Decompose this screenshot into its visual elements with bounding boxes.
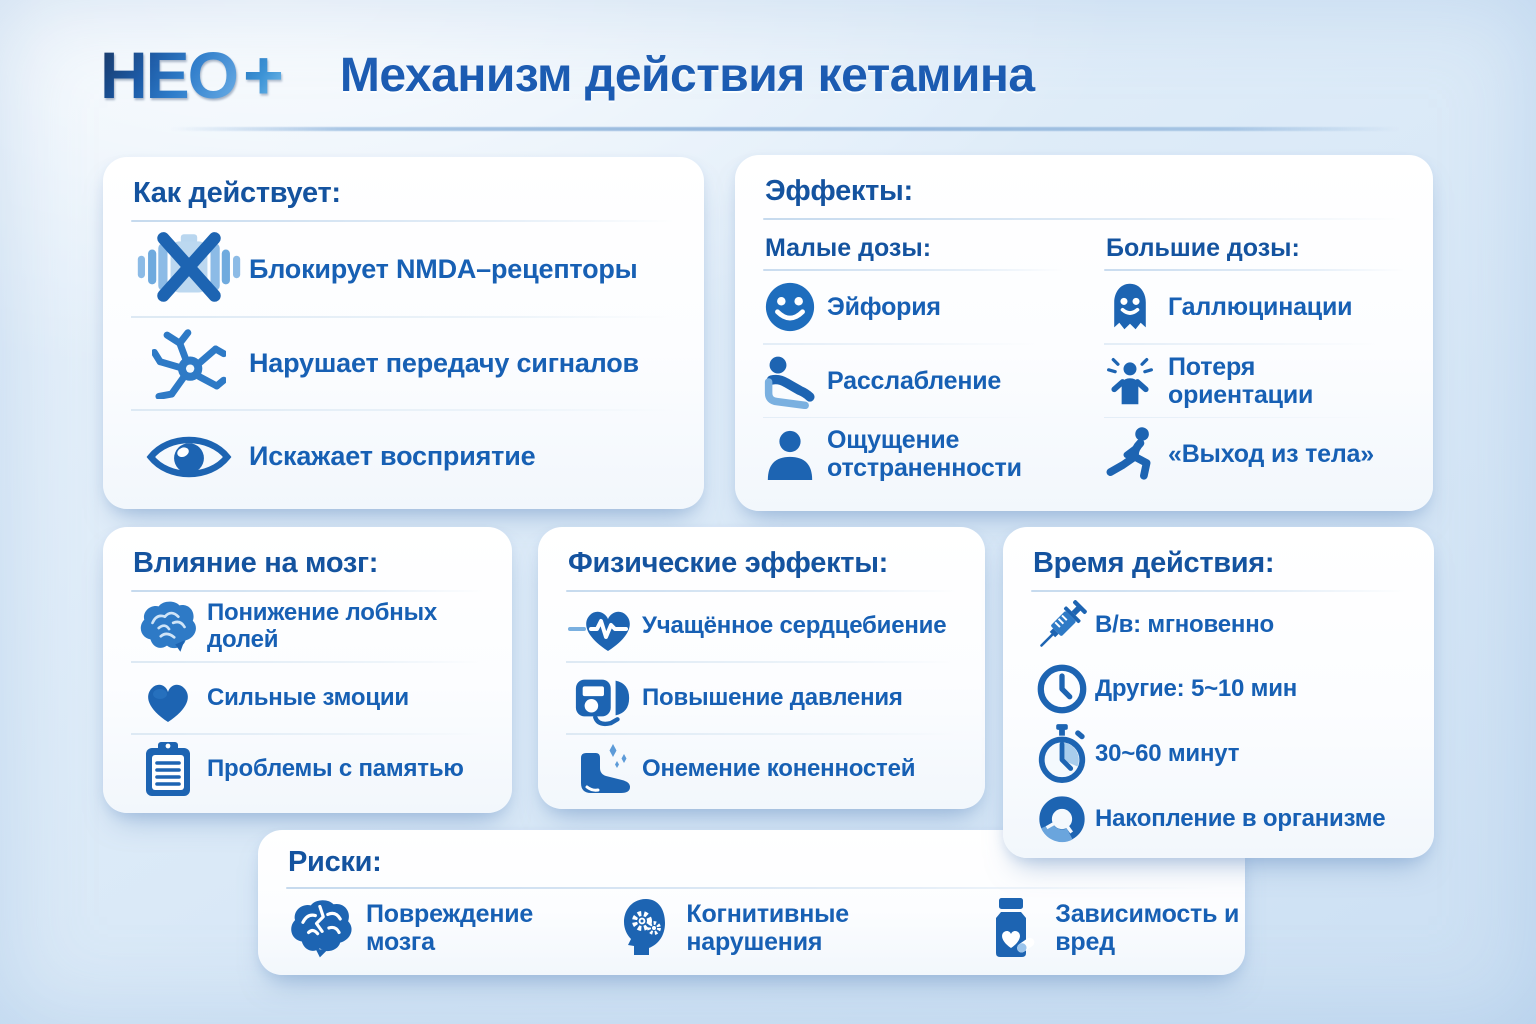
smiley-icon [763, 280, 827, 334]
item-label: «Выход из тела» [1168, 440, 1374, 468]
item-label: Учащённое сердцебиение [642, 612, 947, 640]
small-doses-column [743, 228, 1084, 490]
item-label: Другие: 5~10 мин [1095, 674, 1298, 702]
list-item [1104, 345, 1405, 417]
card-title: Риски: [288, 846, 382, 878]
list-item [538, 663, 985, 732]
column-subtitle: Большие дозы: [1106, 234, 1300, 262]
item-label: Онемение коненностей [642, 754, 916, 782]
list-item [1003, 720, 1434, 788]
heart-icon [129, 672, 207, 724]
reclining-person-icon [763, 353, 827, 409]
item-label: Повреждение мозга [366, 900, 534, 956]
eye-icon [129, 428, 249, 486]
list-item [538, 592, 985, 661]
item-label: Сильные змоции [207, 683, 409, 711]
syringe-icon [1029, 596, 1095, 654]
item-label: Проблемы с памятью [207, 754, 464, 782]
card-effects [735, 155, 1433, 511]
disoriented-person-icon [1104, 353, 1168, 409]
ghost-icon [1104, 279, 1168, 335]
clipboard-icon [129, 740, 207, 798]
card-title: Влияние на мозг: [133, 547, 379, 579]
card-title: Как действует: [133, 177, 341, 209]
list-item [763, 271, 1064, 343]
list-item [980, 897, 1245, 959]
card-time-of-action [1003, 527, 1434, 858]
list-item [1003, 592, 1434, 658]
clock-icon [1029, 662, 1095, 716]
item-label: Зависимость и вред [1055, 900, 1240, 956]
item-label: Накопление в организме [1095, 804, 1386, 832]
item-label: 30~60 минут [1095, 739, 1240, 767]
card-physical-effects [538, 527, 985, 809]
card-how-it-works [103, 157, 704, 509]
item-label: Расслабление [827, 366, 1002, 395]
item-label: Понижение лобных долей [207, 598, 438, 653]
neuron-icon [129, 329, 249, 399]
list-item [103, 222, 704, 316]
list-item [103, 318, 704, 409]
brain-icon [129, 600, 207, 654]
neo-plus-logo [100, 36, 282, 114]
card-title: Время действия: [1033, 547, 1275, 579]
item-label: Когнитивные нарушения [686, 900, 849, 956]
list-item [1104, 418, 1405, 490]
list-item [103, 663, 512, 732]
person-bust-icon [763, 425, 827, 483]
damaged-brain-icon [286, 898, 356, 958]
donut-chart-icon [1029, 792, 1095, 846]
list-item [103, 411, 704, 502]
list-item [538, 735, 985, 804]
card-title: Физические эффекты: [568, 547, 889, 579]
page-title: Механизм действия кетамина [339, 48, 1035, 102]
stopwatch-icon [1029, 724, 1095, 784]
list-item [286, 898, 549, 958]
item-label: Нарушает передачу сигналов [249, 348, 639, 379]
list-item [763, 418, 1064, 490]
list-item [103, 592, 512, 661]
list-item [763, 345, 1064, 417]
card-brain-influence [103, 527, 512, 813]
floating-person-icon [1104, 424, 1168, 484]
item-label: Эйфория [827, 293, 941, 321]
list-item [103, 735, 512, 804]
card-title: Эффекты: [765, 175, 913, 207]
numb-foot-icon [564, 740, 642, 798]
item-label: Потеря ориентации [1168, 352, 1314, 409]
pill-bottle-icon [980, 897, 1045, 959]
list-item [1003, 788, 1434, 850]
item-label: Блокирует NMDA–рецепторы [249, 253, 638, 284]
large-doses-column [1084, 228, 1425, 490]
list-item [1104, 271, 1405, 343]
item-label: Галлюцинации [1168, 293, 1353, 321]
header-divider [170, 127, 1400, 131]
logo-text: НЕО [100, 38, 238, 112]
list-item [611, 897, 918, 959]
plus-icon: + [243, 36, 282, 114]
item-label: Ощущение отстраненности [827, 426, 1022, 482]
blood-pressure-icon [564, 668, 642, 728]
header [100, 36, 1035, 114]
column-subtitle: Малые дозы: [765, 234, 932, 262]
item-label: Повышение давления [642, 683, 903, 711]
item-label: Искажает восприятие [249, 441, 536, 472]
receptor-blocked-icon [129, 226, 249, 312]
heartbeat-icon [564, 599, 642, 655]
list-item [1003, 658, 1434, 720]
item-label: В/в: мгновенно [1095, 610, 1274, 638]
cognitive-gears-icon [611, 897, 676, 959]
